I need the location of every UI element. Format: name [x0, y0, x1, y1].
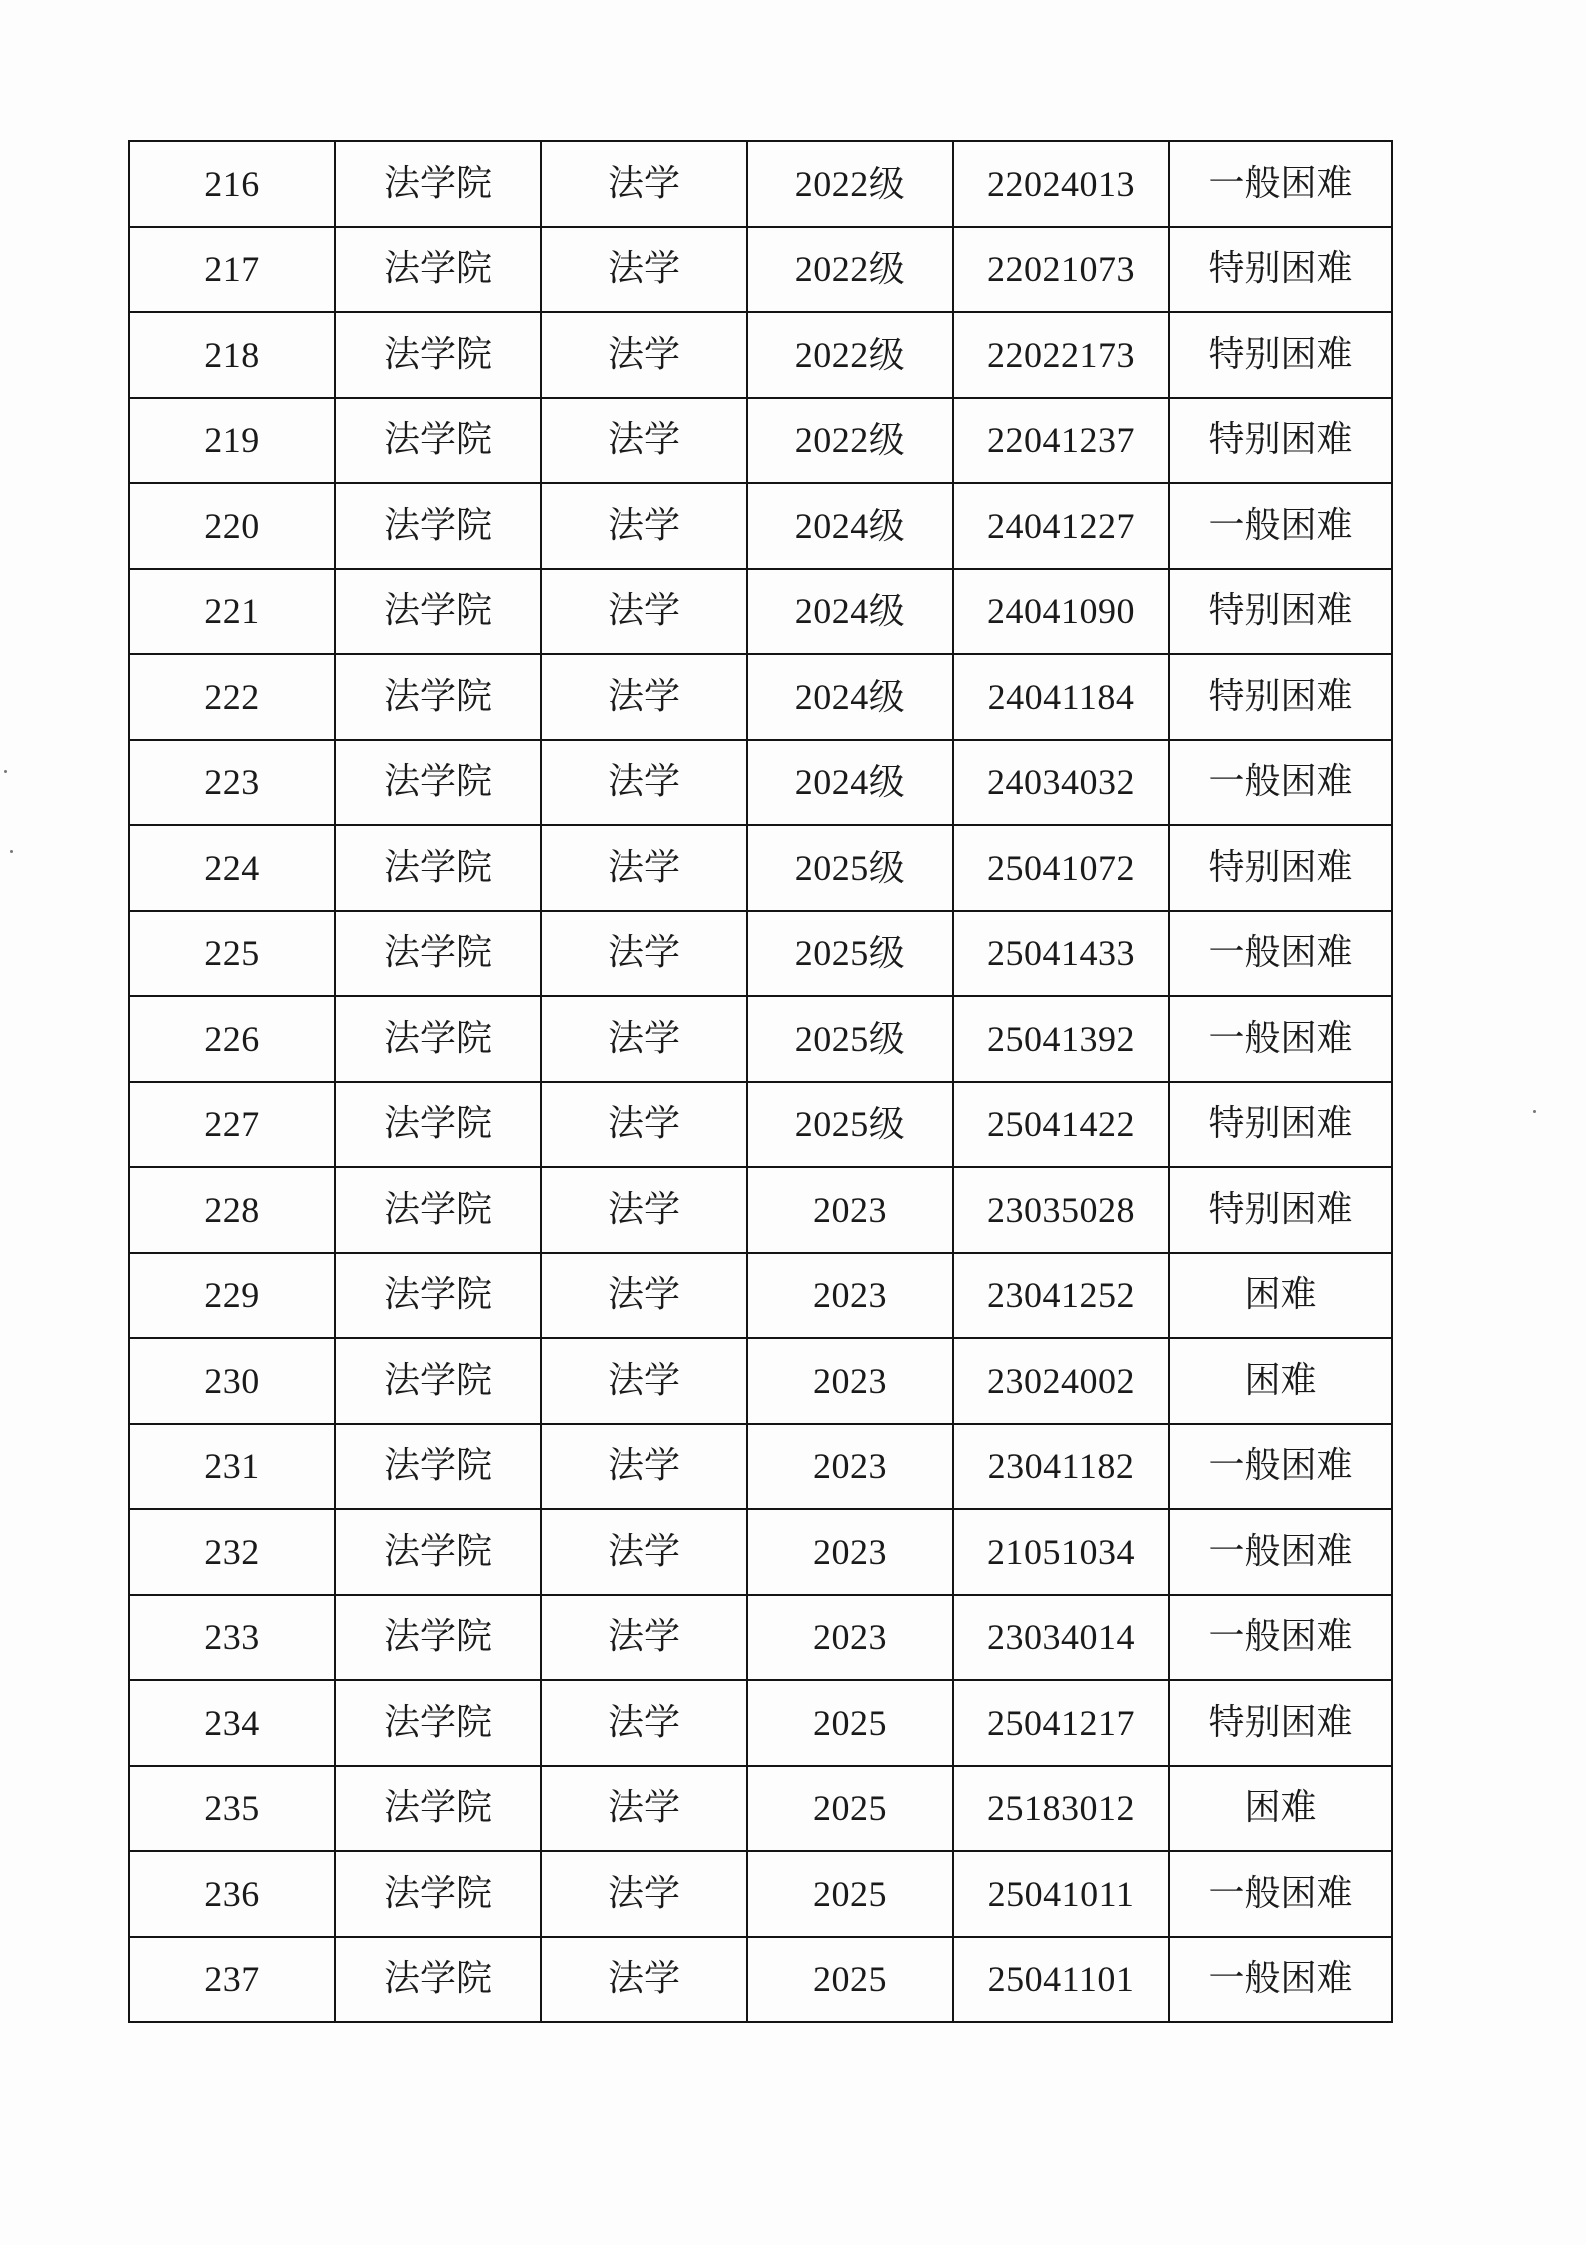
student-id-cell: 25041392	[953, 996, 1169, 1082]
row-number-cell: 227	[129, 1082, 335, 1168]
college-cell: 法学院	[335, 1937, 541, 2023]
college-cell: 法学院	[335, 1680, 541, 1766]
grade-cell: 2022级	[747, 312, 953, 398]
major-cell: 法学	[541, 1424, 747, 1510]
student-id-cell: 22022173	[953, 312, 1169, 398]
college-cell: 法学院	[335, 996, 541, 1082]
college-cell: 法学院	[335, 740, 541, 826]
college-cell: 法学院	[335, 1424, 541, 1510]
hardship-level-cell: 困难	[1169, 1253, 1392, 1339]
table-row	[129, 1424, 1392, 1510]
table-row	[129, 1253, 1392, 1339]
major-cell: 法学	[541, 1338, 747, 1424]
hardship-level-cell: 一般困难	[1169, 911, 1392, 997]
hardship-level-cell: 困难	[1169, 1766, 1392, 1852]
table-row	[129, 227, 1392, 313]
table-row	[129, 1338, 1392, 1424]
college-cell: 法学院	[335, 1167, 541, 1253]
major-cell: 法学	[541, 654, 747, 740]
row-number-cell: 218	[129, 312, 335, 398]
major-cell: 法学	[541, 1253, 747, 1339]
row-number-cell: 226	[129, 996, 335, 1082]
row-number-cell: 217	[129, 227, 335, 313]
table-row	[129, 825, 1392, 911]
grade-cell: 2022级	[747, 398, 953, 484]
table-row	[129, 1509, 1392, 1595]
student-id-cell: 22024013	[953, 141, 1169, 227]
hardship-level-cell: 一般困难	[1169, 483, 1392, 569]
major-cell: 法学	[541, 1595, 747, 1681]
major-cell: 法学	[541, 227, 747, 313]
major-cell: 法学	[541, 312, 747, 398]
table-row	[129, 654, 1392, 740]
grade-cell: 2025级	[747, 911, 953, 997]
student-id-cell: 24041090	[953, 569, 1169, 655]
grade-cell: 2023	[747, 1338, 953, 1424]
student-id-cell: 25041433	[953, 911, 1169, 997]
table-row	[129, 740, 1392, 826]
hardship-level-cell: 特别困难	[1169, 654, 1392, 740]
college-cell: 法学院	[335, 911, 541, 997]
table-row	[129, 1851, 1392, 1937]
college-cell: 法学院	[335, 1595, 541, 1681]
major-cell: 法学	[541, 825, 747, 911]
student-id-cell: 24041184	[953, 654, 1169, 740]
grade-cell: 2024级	[747, 569, 953, 655]
row-number-cell: 216	[129, 141, 335, 227]
student-id-cell: 21051034	[953, 1509, 1169, 1595]
table-container	[128, 140, 1391, 2023]
hardship-level-cell: 一般困难	[1169, 996, 1392, 1082]
college-cell: 法学院	[335, 1509, 541, 1595]
row-number-cell: 229	[129, 1253, 335, 1339]
college-cell: 法学院	[335, 141, 541, 227]
student-id-cell: 24041227	[953, 483, 1169, 569]
table-row	[129, 141, 1392, 227]
student-id-cell: 24034032	[953, 740, 1169, 826]
grade-cell: 2023	[747, 1595, 953, 1681]
row-number-cell: 224	[129, 825, 335, 911]
student-aid-table	[128, 140, 1393, 2023]
hardship-level-cell: 特别困难	[1169, 1082, 1392, 1168]
college-cell: 法学院	[335, 569, 541, 655]
college-cell: 法学院	[335, 483, 541, 569]
table-body	[129, 141, 1392, 2022]
table-row	[129, 1082, 1392, 1168]
grade-cell: 2022级	[747, 227, 953, 313]
major-cell: 法学	[541, 1509, 747, 1595]
major-cell: 法学	[541, 911, 747, 997]
major-cell: 法学	[541, 569, 747, 655]
row-number-cell: 232	[129, 1509, 335, 1595]
college-cell: 法学院	[335, 312, 541, 398]
hardship-level-cell: 特别困难	[1169, 1680, 1392, 1766]
scan-speck	[10, 850, 13, 853]
table-row	[129, 1766, 1392, 1852]
hardship-level-cell: 一般困难	[1169, 141, 1392, 227]
grade-cell: 2022级	[747, 141, 953, 227]
college-cell: 法学院	[335, 1766, 541, 1852]
grade-cell: 2025	[747, 1680, 953, 1766]
hardship-level-cell: 一般困难	[1169, 740, 1392, 826]
major-cell: 法学	[541, 398, 747, 484]
hardship-level-cell: 特别困难	[1169, 227, 1392, 313]
hardship-level-cell: 一般困难	[1169, 1937, 1392, 2023]
hardship-level-cell: 困难	[1169, 1338, 1392, 1424]
red-seal-edge	[1499, 1012, 1586, 1194]
hardship-level-cell: 特别困难	[1169, 1167, 1392, 1253]
hardship-level-cell: 特别困难	[1169, 312, 1392, 398]
row-number-cell: 233	[129, 1595, 335, 1681]
major-cell: 法学	[541, 141, 747, 227]
major-cell: 法学	[541, 996, 747, 1082]
table-row	[129, 1595, 1392, 1681]
row-number-cell: 221	[129, 569, 335, 655]
hardship-level-cell: 特别困难	[1169, 569, 1392, 655]
major-cell: 法学	[541, 1680, 747, 1766]
row-number-cell: 219	[129, 398, 335, 484]
table-row	[129, 398, 1392, 484]
student-id-cell: 22021073	[953, 227, 1169, 313]
table-row	[129, 483, 1392, 569]
hardship-level-cell: 一般困难	[1169, 1595, 1392, 1681]
college-cell: 法学院	[335, 1253, 541, 1339]
student-id-cell: 23041182	[953, 1424, 1169, 1510]
row-number-cell: 237	[129, 1937, 335, 2023]
student-id-cell: 22041237	[953, 398, 1169, 484]
hardship-level-cell: 一般困难	[1169, 1424, 1392, 1510]
student-id-cell: 25041011	[953, 1851, 1169, 1937]
student-id-cell: 23035028	[953, 1167, 1169, 1253]
hardship-level-cell: 特别困难	[1169, 398, 1392, 484]
table-row	[129, 1937, 1392, 2023]
grade-cell: 2023	[747, 1424, 953, 1510]
major-cell: 法学	[541, 1937, 747, 2023]
student-id-cell: 25041101	[953, 1937, 1169, 2023]
row-number-cell: 234	[129, 1680, 335, 1766]
row-number-cell: 220	[129, 483, 335, 569]
college-cell: 法学院	[335, 1338, 541, 1424]
table-row	[129, 569, 1392, 655]
grade-cell: 2025级	[747, 825, 953, 911]
row-number-cell: 236	[129, 1851, 335, 1937]
grade-cell: 2024级	[747, 483, 953, 569]
major-cell: 法学	[541, 1082, 747, 1168]
grade-cell: 2024级	[747, 740, 953, 826]
grade-cell: 2023	[747, 1509, 953, 1595]
row-number-cell: 228	[129, 1167, 335, 1253]
major-cell: 法学	[541, 1167, 747, 1253]
scan-speck	[1533, 1110, 1536, 1113]
grade-cell: 2025	[747, 1766, 953, 1852]
student-id-cell: 25041422	[953, 1082, 1169, 1168]
table-row	[129, 1680, 1392, 1766]
table-row	[129, 1167, 1392, 1253]
row-number-cell: 225	[129, 911, 335, 997]
major-cell: 法学	[541, 483, 747, 569]
student-id-cell: 25183012	[953, 1766, 1169, 1852]
college-cell: 法学院	[335, 1851, 541, 1937]
row-number-cell: 223	[129, 740, 335, 826]
college-cell: 法学院	[335, 825, 541, 911]
table-row	[129, 996, 1392, 1082]
college-cell: 法学院	[335, 654, 541, 740]
grade-cell: 2025级	[747, 1082, 953, 1168]
college-cell: 法学院	[335, 1082, 541, 1168]
grade-cell: 2025	[747, 1937, 953, 2023]
row-number-cell: 230	[129, 1338, 335, 1424]
row-number-cell: 235	[129, 1766, 335, 1852]
grade-cell: 2023	[747, 1167, 953, 1253]
major-cell: 法学	[541, 1851, 747, 1937]
major-cell: 法学	[541, 1766, 747, 1852]
hardship-level-cell: 特别困难	[1169, 825, 1392, 911]
college-cell: 法学院	[335, 398, 541, 484]
table-row	[129, 911, 1392, 997]
student-id-cell: 23041252	[953, 1253, 1169, 1339]
row-number-cell: 231	[129, 1424, 335, 1510]
row-number-cell: 222	[129, 654, 335, 740]
grade-cell: 2024级	[747, 654, 953, 740]
student-id-cell: 25041217	[953, 1680, 1169, 1766]
hardship-level-cell: 一般困难	[1169, 1509, 1392, 1595]
major-cell: 法学	[541, 740, 747, 826]
grade-cell: 2025	[747, 1851, 953, 1937]
college-cell: 法学院	[335, 227, 541, 313]
hardship-level-cell: 一般困难	[1169, 1851, 1392, 1937]
table-row	[129, 312, 1392, 398]
student-id-cell: 23034014	[953, 1595, 1169, 1681]
grade-cell: 2023	[747, 1253, 953, 1339]
scan-speck	[4, 770, 7, 773]
student-id-cell: 23024002	[953, 1338, 1169, 1424]
grade-cell: 2025级	[747, 996, 953, 1082]
student-id-cell: 25041072	[953, 825, 1169, 911]
